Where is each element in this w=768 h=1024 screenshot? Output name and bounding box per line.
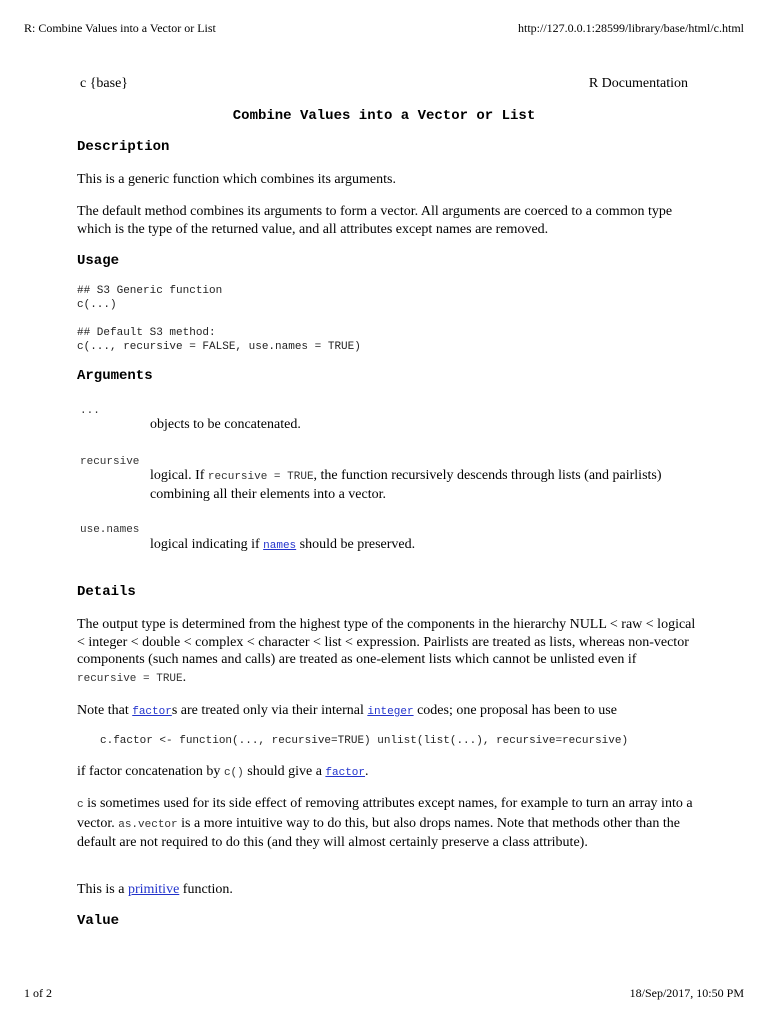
details-paragraph-4: c is sometimes used for its side effect of removing attributes except names, for example to turn an array into a vector. as.vector is a more intuitive way to do this, but also drops names. Note that methods other than the default are not required to do this (and they will almost certainly preserve a class attribute). [77,796,693,850]
usage-code-line: c(..., recursive = FALSE, use.names = TRUE) [77,341,361,353]
names-link[interactable]: names [263,540,297,552]
usage-heading: Usage [77,253,120,269]
integer-link[interactable]: integer [367,706,414,718]
factor-link[interactable]: factor [325,767,366,779]
print-page-title: R: Combine Values into a Vector or List [24,21,216,35]
argument-description: logical indicating if names should be preserved. [150,537,416,552]
inline-code: c [77,799,84,811]
details-paragraph-3: if factor concatenation by c() should give a factor. [77,764,369,779]
arguments-heading: Arguments [77,368,153,384]
description-paragraph-1: This is a generic function which combines its arguments. [77,172,396,187]
details-paragraph-5: This is a primitive function. [77,882,233,897]
inline-code: as.vector [118,818,178,831]
argument-name: recursive [80,456,140,468]
description-heading: Description [77,139,170,155]
print-timestamp: 18/Sep/2017, 10:50 PM [629,986,744,1000]
factor-link[interactable]: factor [132,706,172,718]
inline-code: recursive = TRUE [207,471,314,483]
argument-description: objects to be concatenated. [150,417,301,432]
print-page-url: http://127.0.0.1:28599/library/base/html/c.html [518,21,744,35]
value-heading: Value [77,913,120,929]
argument-description: logical. If recursive = TRUE, the function recursively descends through lists (and pairlists) combining all their elements into a vector. [150,468,662,502]
inline-code: c() [223,767,244,779]
doc-label: R Documentation [588,76,688,91]
primitive-link[interactable]: primitive [127,882,180,897]
usage-code-line: ## S3 Generic function [77,285,223,297]
doc-topic: c {base} [80,76,129,91]
page-title: Combine Values into a Vector or List [232,108,536,124]
argument-name: ... [80,405,100,417]
usage-code-line: c(...) [77,299,117,311]
details-code-example: c.factor <- function(..., recursive=TRUE) unlist(list(...), recursive=recursive) [100,735,629,747]
details-paragraph-1: The output type is determined from the highest type of the components in the hierarchy NULL < raw < logical < integer < double < complex < character < list < expression. Pairlists are treated as lists, whereas non-vector components (such names and calls) are treated as one-element lists which cannot be unlisted even if recursive = TRUE. [77,617,696,685]
print-page-number: 1 of 2 [24,986,52,1000]
details-paragraph-2: Note that factors are treated only via their internal integer codes; one proposal has been to use [77,703,617,718]
description-paragraph-2: The default method combines its arguments to form a vector. All arguments are coerced to a common type which is the type of the returned value, and all attributes except names are removed. [77,204,673,237]
usage-code-line: ## Default S3 method: [77,327,216,339]
argument-name: use.names [80,524,140,536]
details-heading: Details [77,584,136,600]
inline-code: recursive = TRUE [77,672,183,685]
